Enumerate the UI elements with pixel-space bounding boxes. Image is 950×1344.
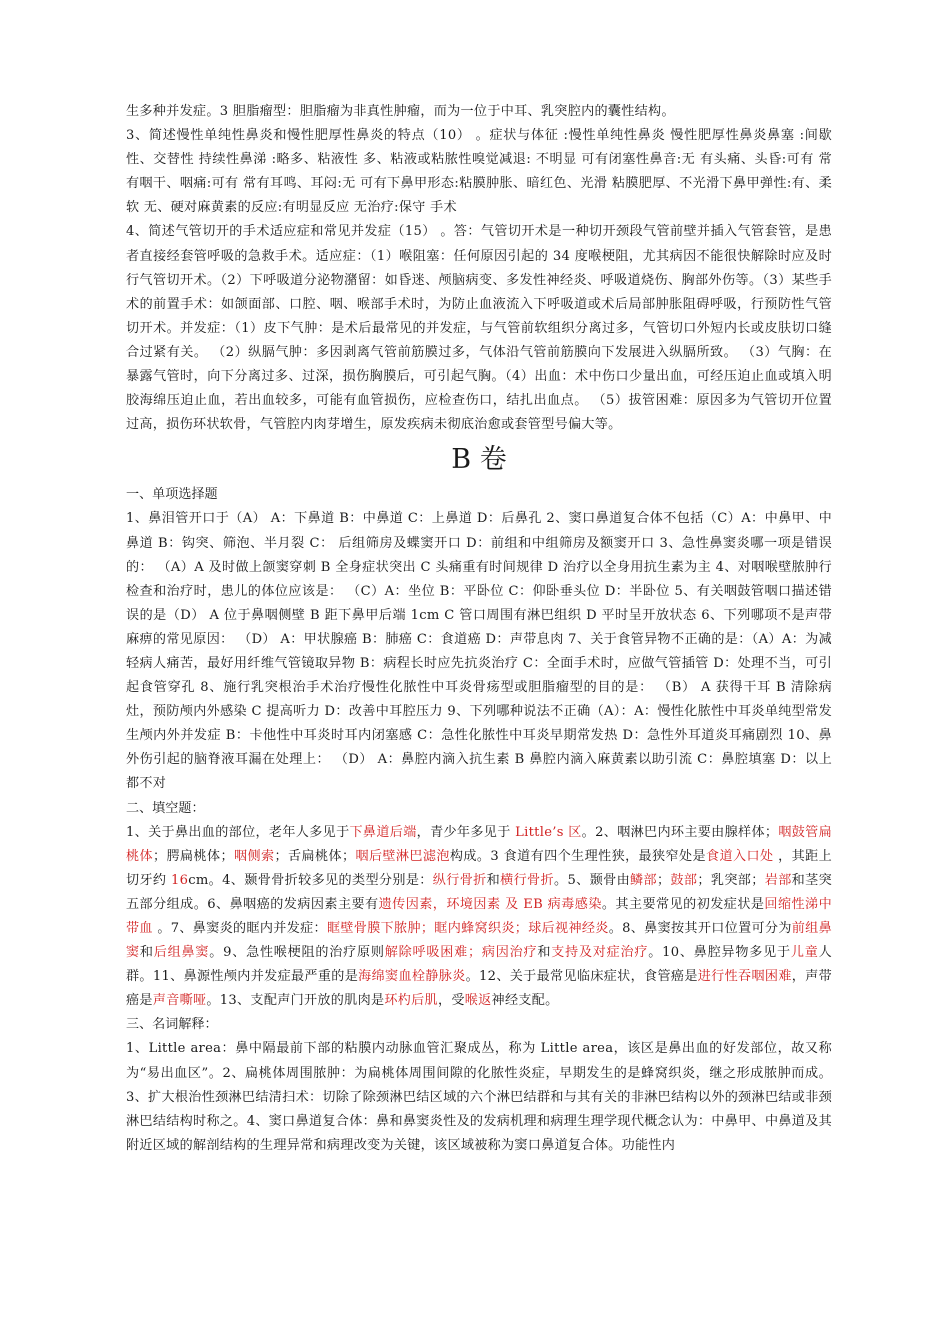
fill-answer: 儿童 xyxy=(790,945,819,961)
fill-answer: 16 xyxy=(170,872,189,888)
fill-answer: 鼓部 xyxy=(670,872,698,888)
fill-text: ，受 xyxy=(437,993,465,1009)
fill-text: 。9、急性喉梗阻的治疗原则 xyxy=(209,945,385,961)
fill-answer: 纵行骨折 xyxy=(432,872,487,888)
fill-answer: 食道入口处 xyxy=(706,848,774,864)
fill-answer: 咽后壁淋巴滤泡 xyxy=(355,848,450,864)
fill-text: ；腭扁桃体； xyxy=(153,848,234,864)
fill-text: ； xyxy=(656,872,671,888)
fill-answer: 解除呼吸困难；病因治疗 xyxy=(384,945,538,961)
fill-answer: 声音嘶哑 xyxy=(152,993,207,1009)
fill-answer: 鳞部 xyxy=(630,872,657,888)
fill-text: 神经支配。 xyxy=(491,993,559,1009)
fill-answer: 支持及对症治疗 xyxy=(551,945,649,961)
fill-answer: 前组鼻窦 xyxy=(126,921,832,961)
fill-answer: 回缩性涕中带血 xyxy=(126,896,832,936)
fill-answer: 咽侧索 xyxy=(233,848,275,864)
fill-text: 。其主要常见的初发症状是 xyxy=(601,896,765,912)
paragraph-cholesteatoma: 生多种并发症。3 胆脂瘤型：胆脂瘤为非真性肿瘤，而为一位于中耳、乳突腔内的囊性结构。 xyxy=(126,104,675,119)
fill-answer: 海绵窦血栓静脉炎 xyxy=(358,969,466,985)
document-page xyxy=(126,100,832,1158)
heading-definitions: 三、名词解释： xyxy=(126,1017,218,1033)
fill-text: 。8、鼻窦按其开口位置可分为 xyxy=(608,921,792,936)
paragraph-single-choice: 1、鼻泪管开口于（A） A：下鼻道 B：中鼻道 C：上鼻道 D：后鼻孔 2、窦口鼻道复合体不包括（C）A：中鼻甲、中鼻道 B：钩突、筛泡、半月裂 C： 后组筛房及蝶窦开口 D：前组和中组筛房及额窦开口 3、急性鼻窦炎哪一项是错误的： （A）A 及时做上颌窦穿刺 B 全身症状突出 C 头痛重有时间规律 D 治疗以全身用抗生素为主 4、对咽喉壁脓肿行检查和治疗时，患儿的体位应该是： （C）A：坐位 B：平卧位 C：仰卧垂头位 D：半卧位 5、有关咽鼓管咽口描述错误的是（D） A 位于鼻咽侧壁 B 距下鼻甲后端 1cm C 管口周围有淋巴组织 D 平时呈开放状态 6、下列哪项不是声带麻痹的常见原因： （D） A：甲状腺癌 B：肺癌 C：食道癌 D：声带息肉 7、关于食管异物不正确的是：（A）A：为减轻病人痛苦，最好用纤维气管镜取异物 B：病程长时应先抗炎治疗 C：全面手术时，应做气管插管 D：处理不当，可引起食管穿孔 8、施行乳突根治手术治疗慢性化脓性中耳炎骨疡型或胆脂瘤型的目的是： （B） A 获得干耳 B 清除病灶，预防颅内外感染 C 提高听力 D：改善中耳腔压力 9、下列哪种说法不正确（A）：A：慢性化脓性中耳炎单纯型常发生颅内外并发症 B：卡他性中耳炎时耳内闭塞感 C：急性化脓性中耳炎早期常发热 D：急性外耳道炎耳痛剧烈 10、鼻外伤引起的脑脊液耳漏在处理上： （D） A：鼻腔内滴入抗生素 B 鼻腔内滴入麻黄素以助引流 C：鼻腔填塞 D：以上都不对 xyxy=(126,511,832,792)
fill-text: cm。4、颞骨骨折较多见的类型分别是： xyxy=(188,872,433,888)
fill-text: 。7、鼻窦炎的眶内并发症： xyxy=(152,921,327,936)
fill-text: 1、关于鼻出血的部位，老年人多见于 xyxy=(126,824,350,840)
fill-text: 。12、关于最常见临床症状，食管癌是 xyxy=(465,969,698,985)
fill-text: 。10、鼻腔异物多见于 xyxy=(648,945,791,961)
paragraph-question-3: 3、简述慢性单纯性鼻炎和慢性肥厚性鼻炎的特点（10） 。症状与体征 :慢性单纯性鼻炎 慢性肥厚性鼻炎鼻塞 :间歇性、交替性 持续性鼻涕 :略多、粘液性 多、粘液或粘脓性嗅觉减退: 不明显 可有闭塞性鼻音:无 有头痛、头昏:可有 常有咽干、咽痛:可有 常有耳鸣、耳闷:无 可有下鼻甲形态:粘膜肿胀、暗红色、光滑 粘膜肥厚、不光滑下鼻甲弹性:有、柔软 无、硬对麻黄素的反应:有明显反应 无治疗:保守 手术 xyxy=(126,128,832,216)
fill-answer: Little’s 区 xyxy=(515,824,582,840)
fill-text: 。2、咽淋巴内环主要由腺样体； xyxy=(581,824,779,840)
fill-answer: 下鼻道后端 xyxy=(349,824,417,840)
fill-text: ；舌扁桃体； xyxy=(274,848,356,864)
fill-text: 和 xyxy=(486,872,501,888)
fill-answer: 遗传因素，环境因素 及 EB 病毒感染 xyxy=(378,896,602,912)
fill-text: ，其距上切牙约 xyxy=(126,848,832,888)
heading-single-choice: 一、单项选择题 xyxy=(126,487,218,503)
fill-text: 。13、支配声门开放的肌肉是 xyxy=(206,993,385,1009)
fill-text: 和 xyxy=(139,945,154,961)
paragraph-question-4: 4、简述气管切开的手术适应症和常见并发症（15） 。答：气管切开术是一种切开颈段气管前壁并插入气管套管，是患者直接经套管呼吸的急救手术。适应症：（1）喉阻塞：任何原因引起的 34 度喉梗阻，尤其病因不能很快解除时应及时行气管切开术。（2）下呼吸道分泌物潴留：如昏迷、颅脑病变、多发性神经炎、呼吸道烧伤、胸部外伤等。（3）某些手术的前置手术：如颌面部、口腔、咽、喉部手术时，为防止血液流入下呼吸道或术后局部肿胀阻碍呼吸，行预防性气管切开术。并发症：（1）皮下气肿：是术后最常见的并发症，与气管前软组织分离过多，气管切口外短内长或皮肤切口缝合过紧有关。 （2）纵膈气肿：多因剥离气管前筋膜过多，气体沿气管前筋膜向下发展进入纵膈所致。 （3）气胸：在暴露气管时，向下分离过多、过深，损伤胸膜后，可引起气胸。（4）出血：术中伤口少量出血，可经压迫止血或填入明胶海绵压迫止血，若出血较多，可能有血管损伤，应检查伤口，结扎出血点。 （5）拔管困难：原因多为气管切开位置过高，损伤环状软骨，气管腔内肉芽增生，原发疾病未彻底治愈或套管型号偏大等。 xyxy=(126,224,832,433)
paragraph-definitions: 1、Little area：鼻中隔最前下部的粘膜内动脉血管汇聚成丛，称为 Little area，该区是鼻出血的好发部位，故又称为“易出血区”。2、扁桃体周围脓肿：为扁桃体周围间隙的化脓性炎症，早期发生的是蜂窝织炎，继之形成脓肿而成。3、扩大根治性颈淋巴结清扫术：切除了除颈淋巴结区域的六个淋巴结群和与其有关的非淋巴结构以外的颈淋巴结或非颈淋巴结结构时称之。4、窦口鼻道复合体：鼻和鼻窦炎性及的发病机理和病理生理学现代概念认为：中鼻甲、中鼻道及其附近区域的解剖结构的生理异常和病理改变为关键，该区域被称为窦口鼻道复合体。功能性内 xyxy=(126,1041,832,1153)
fill-text: ，青少年多见于 xyxy=(416,824,516,840)
fill-text: 。5、颞骨由 xyxy=(554,872,631,888)
fill-answer: 眶壁骨膜下脓肿；眶内蜂窝织炎；球后视神经炎 xyxy=(326,921,609,936)
fill-text: ，声带癌是 xyxy=(126,969,833,1009)
section-title-b: B 卷 xyxy=(451,444,507,476)
fill-answer: 进行性吞咽困难 xyxy=(697,969,792,985)
fill-answer: 岩部 xyxy=(764,872,792,888)
fill-text: 构成。3 食道有四个生理性狭，最狭窄处是 xyxy=(449,848,707,864)
fill-answer: 喉返 xyxy=(464,993,492,1009)
fill-answer: 横行骨折 xyxy=(500,872,554,888)
fill-answer: 后组鼻窦 xyxy=(153,945,210,961)
paragraph-fill-blank xyxy=(126,821,832,1014)
fill-text: 和茎突五部分组成。6、鼻咽癌的发病因素主要有 xyxy=(126,872,832,912)
fill-answer: 环杓后肌 xyxy=(384,993,438,1009)
fill-text: 和 xyxy=(537,945,552,961)
heading-fill-blank: 二、填空题： xyxy=(126,800,205,816)
fill-answer: 咽鼓管扁桃体 xyxy=(126,824,832,864)
fill-text: ；乳突部； xyxy=(697,872,765,888)
fill-text: 人群。11、鼻源性颅内并发症最严重的是 xyxy=(126,945,832,985)
